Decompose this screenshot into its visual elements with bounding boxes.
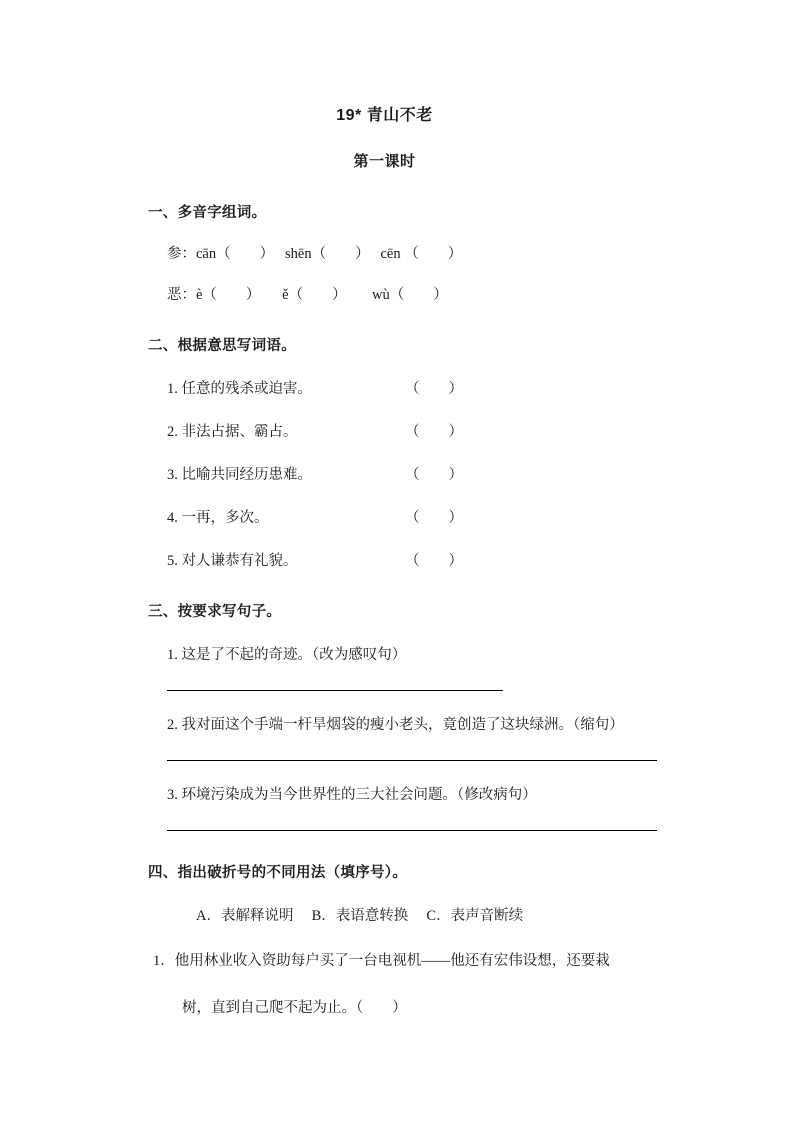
section-heading-2: 二、根据意思写词语。 — [148, 338, 296, 354]
pinyin-char-e: 恶： — [167, 287, 196, 303]
answer-blank[interactable]: （ ） — [405, 424, 463, 440]
list-item — [167, 463, 793, 484]
definition-text: 4. 一再，多次。 — [167, 510, 269, 526]
answer-line[interactable] — [167, 760, 657, 761]
section-rewrite-sentences — [0, 600, 793, 831]
answer-line[interactable] — [167, 690, 503, 691]
answer-blank[interactable]: （ ） — [405, 553, 463, 569]
answer-options[interactable]: A．表解释说明 B．表语意转换 C．表声音断续 — [196, 908, 524, 924]
pinyin-blanks-can[interactable]: cān（ ） shēn（ ） cēn （ ） — [196, 246, 463, 262]
section-heading-1: 一、多音字组词。 — [148, 205, 267, 221]
page-title: 19* 青山不老 — [336, 107, 433, 124]
pinyin-blanks-e[interactable]: è（ ） ě（ ） wù（ ） — [196, 287, 448, 303]
pinyin-char-can: 参： — [167, 246, 196, 262]
list-item — [0, 713, 793, 761]
section-dash-usage — [0, 861, 793, 1017]
list-item — [167, 420, 793, 441]
section-heading-3: 三、按要求写句子。 — [148, 604, 282, 620]
page-subtitle: 第一课时 — [353, 153, 416, 170]
definition-text: 3. 比喻共同经历患难。 — [167, 467, 312, 483]
pinyin-row — [167, 242, 793, 263]
answer-blank[interactable]: （ ） — [405, 510, 463, 526]
pinyin-row — [167, 283, 793, 304]
answer-line[interactable] — [167, 830, 657, 831]
definition-text: 2. 非法占据、霸占。 — [167, 424, 298, 440]
question-text-line2[interactable]: 树，直到自己爬不起为止。（ ） — [182, 1000, 407, 1016]
list-item — [167, 549, 793, 570]
question-text: 1. 这是了不起的奇迹。（改为感叹句） — [167, 647, 407, 663]
list-item — [167, 506, 793, 527]
section-polyphonic-words — [0, 201, 793, 304]
list-item — [153, 949, 793, 1017]
definition-text: 1. 任意的残杀或迫害。 — [167, 381, 312, 397]
list-item — [0, 643, 793, 691]
section-write-words-by-meaning — [0, 334, 793, 570]
question-text: 2. 我对面这个手端一杆旱烟袋的瘦小老头，竟创造了这块绿洲。（缩句） — [167, 717, 624, 733]
answer-blank[interactable]: （ ） — [405, 381, 463, 397]
list-item — [0, 783, 793, 831]
definition-text: 5. 对人谦恭有礼貌。 — [167, 553, 298, 569]
list-item — [167, 377, 793, 398]
section-heading-4: 四、指出破折号的不同用法（填序号）。 — [148, 865, 408, 881]
question-text-line1: 1．他用林业收入资助每户买了一台电视机——他还有宏伟设想，还要栽 — [153, 953, 610, 969]
answer-blank[interactable]: （ ） — [405, 467, 463, 483]
question-text: 3. 环境污染成为当今世界性的三大社会问题。（修改病句） — [167, 787, 537, 803]
